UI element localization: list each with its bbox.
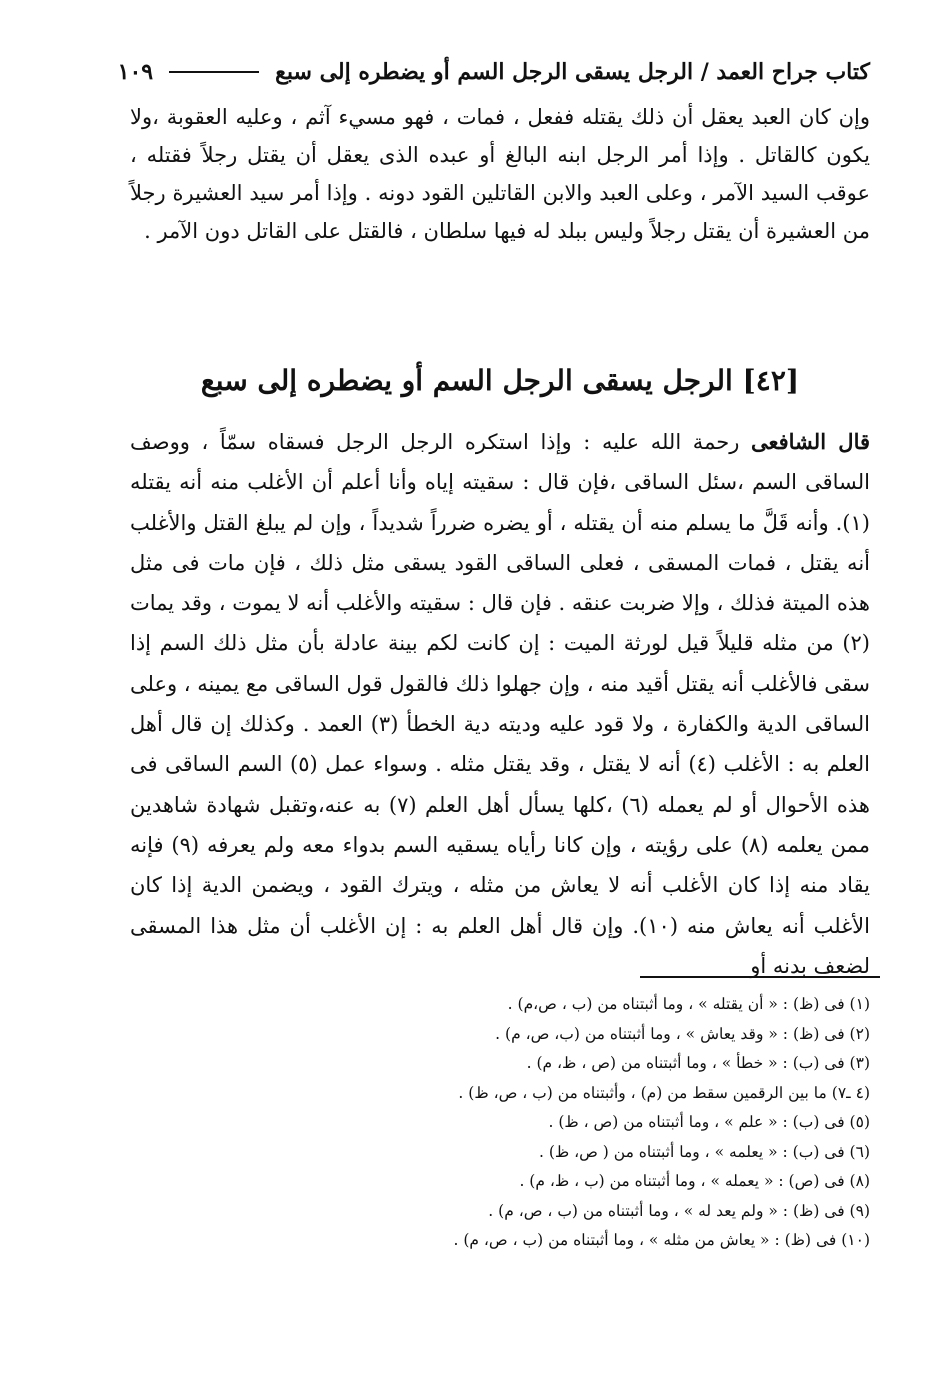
footnote-8: (٨) فى (ص) : « يعمله » ، وما أثبتناه من (ب ، ظ، م) . — [519, 1172, 870, 1190]
paragraph-1: وإن كان العبد يعقل أن ذلك يقتله ففعل ، فمات ، فهو مسيء آثم ، وعليه العقوبة ،ولا يكون كالقاتل . وإذا أمر الرجل ابنه البالغ أو عبده الذى يعقل أن يقتل رجلاً فقتله ، عوقب السيد الآمر ، وعلى العبد والابن القاتلين القود دونه . وإذا أمر سيد العشيرة رجلاً من العشيرة أن يقتل رجلاً وليس ببلد له فيها سلطان ، فالقتل على القاتل دون الآمر . — [130, 105, 870, 243]
footnote-5: (٥) فى (ب) : « علم » ، وما أثبتناه من (ص ، ظ) . — [548, 1113, 870, 1131]
footnote-separator — [640, 976, 880, 978]
page-number: ١٠٩ — [117, 59, 154, 85]
footnote-4-7: (٤ ـ٧) ما بين الرقمين سقط من (م) ، وأثبتناه من (ب ، ص، ظ) . — [458, 1083, 870, 1102]
running-title: كتاب جراح العمد / الرجل يسقى الرجل السم أو يضطره إلى سبع — [275, 59, 870, 85]
footnote-3: (٣) فى (ب) : « خطأ » ، وما أثبتناه من (ص ، ظ، م) . — [526, 1054, 870, 1072]
paragraph-2-body: رحمة الله عليه : وإذا استكره الرجل الرجل فسقاه سمّاً ، ووصف الساقى السم ،سئل الساقى ،فإن قال : سقيته إياه وأنا أعلم أن الأغلب منه أنه يقتله (١). وأنه قَلَّ ما يسلم منه أن يقتله ، أو يضره ضرراً شديداً ، وإن لم يبلغ القتل والأغلب أنه يقتل ، فمات المسقى ، فعلى الساقى القود يسقى مثل ذلك ، فإن مات فى مثل هذه الميتة فذلك ، وإلا ضربت عنقه . فإن قال : سقيته والأغلب أنه لا يموت ، وقد يمات (٢) من مثله قليلاً قيل لورثة الميت : إن كانت لكم بينة عادلة بأن مثل ذلك السم إذا سقى فالأغلب أنه يقتل أقيد منه ، وإن جهلوا ذلك فالقول قول الساقى مع يمينه ، وعلى الساقى الدية والكفارة ، ولا قود عليه وديته دية الخطأ (٣) العمد . وكذلك إن قال أهل العلم به : الأغلب (٤) أنه لا يقتل ، وقد يقتل مثله . وسواء عمل (٥) السم الساقى فى هذه الأحوال أو لم يعمله (٦) ،كلها يسأل أهل العلم (٧) به عنه،وتقبل شهادة شاهدين ممن يعلمه (٨) على رؤيته ، وإن كانا رأياه يسقيه السم بدواء معه ولم يعرفه (٩) فإنه يقاد منه إذا كان الأغلب أنه لا يعاش من مثله ، ويترك القود ، ويضمن الدية إذا كان الأغلب أنه يعاش منه (١٠). وإن قال أهل العلم به : إن الأغلب أن مثل هذا المسقى لضعف بدنه أو — [129, 430, 870, 978]
footnotes — [330, 990, 870, 1256]
footnote-1: (١) فى (ظ) : « أن يقتله » ، وما أثبتناه من (ب ، ص،م) . — [507, 995, 870, 1013]
paragraph-2-lead: قال الشافعى — [750, 429, 871, 454]
footnote-6: (٦) فى (ب) : « يعلمه » ، وما أثبتناه من ( ص، ظ) . — [538, 1142, 870, 1161]
footnote-9: (٩) فى (ظ) : « ولم يعد له » ، وما أثبتناه من (ب ، ص، م) . — [488, 1201, 870, 1220]
paragraph-2 — [130, 422, 870, 986]
footnote-10: (١٠) فى (ظ) : « يعاش من مثله » ، وما أثبتناه من (ب ، ص، م) . — [453, 1231, 870, 1249]
footnote-2: (٢) فى (ظ) : « وقد يعاش » ، وما أثبتناه من (ب، ص، م) . — [495, 1024, 870, 1043]
header-rule — [169, 71, 259, 73]
section-heading: [٤٢] الرجل يسقى الرجل السم أو يضطره إلى سبع — [200, 364, 800, 397]
running-header — [117, 52, 870, 92]
